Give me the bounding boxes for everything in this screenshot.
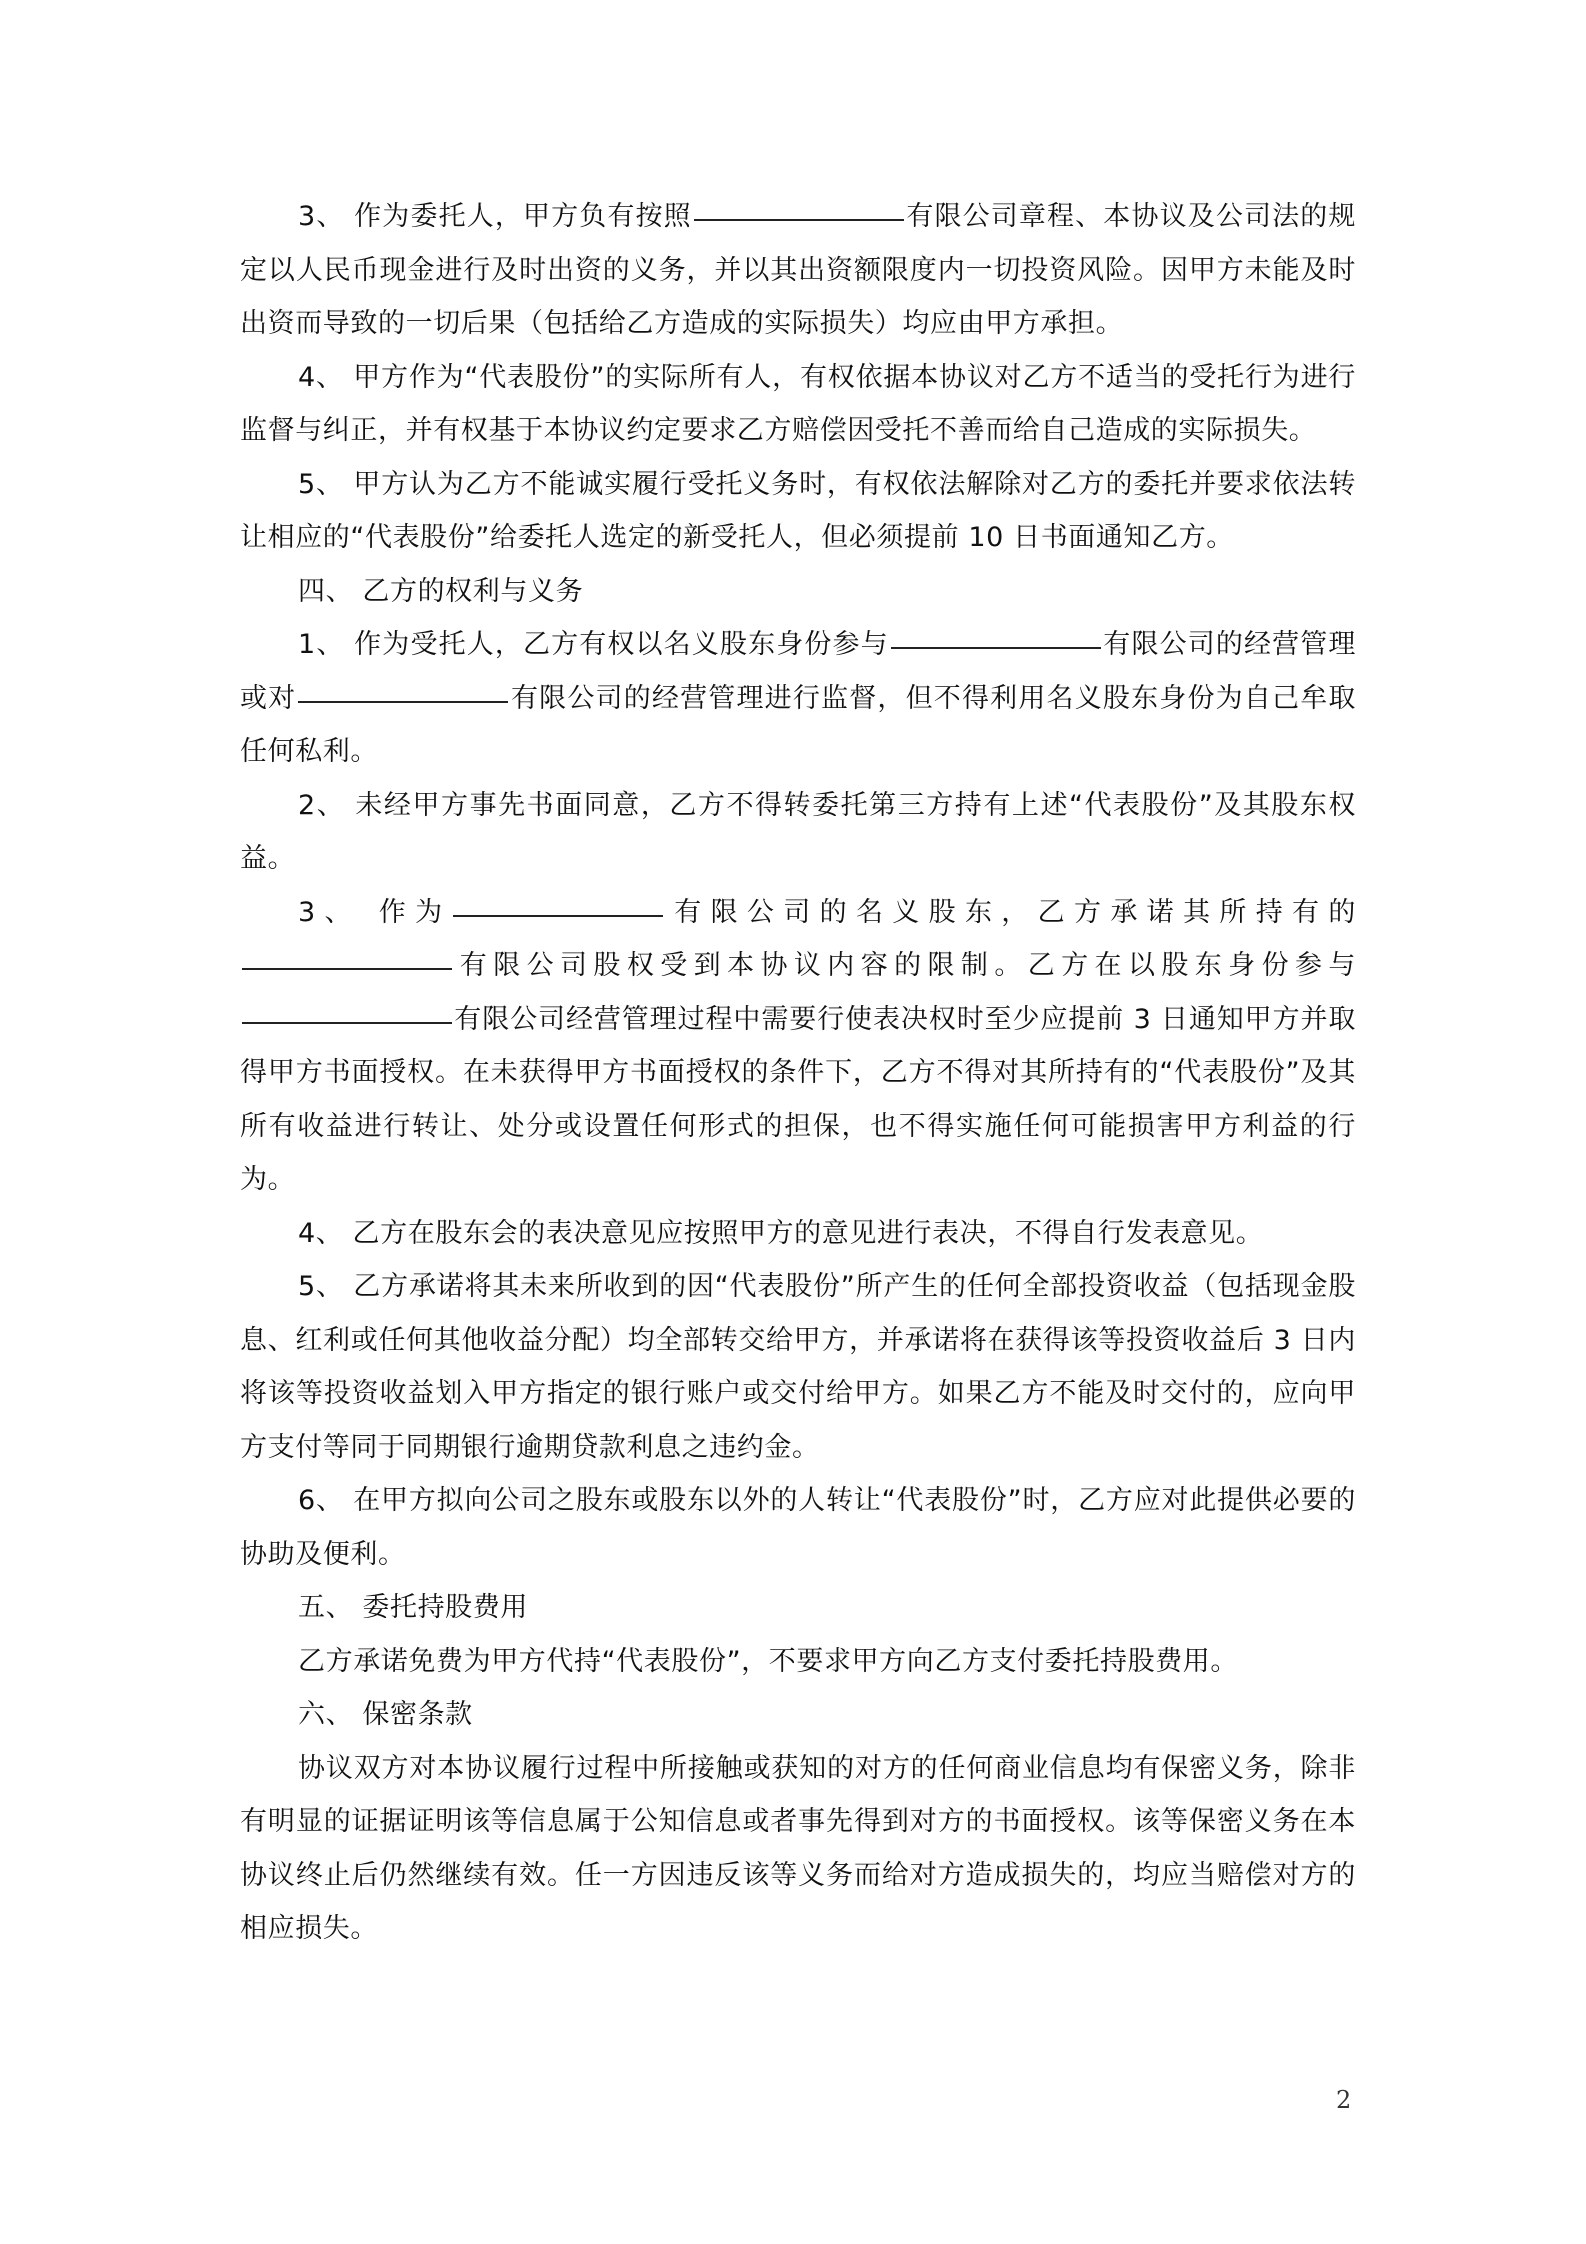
- clause-5: 乙方承诺免费为甲方代持“代表股份”，不要求甲方向乙方支付委托持股费用。: [298, 1645, 1238, 1677]
- blank-line: [453, 913, 663, 917]
- blank-line: [242, 966, 452, 970]
- clause-4-4: 4、 乙方在股东会的表决意见应按照甲方的意见进行表决，不得自行发表意见。: [298, 1217, 1264, 1249]
- clause-text: 有限公司股权受到本协议内容的限制。乙方在以股东身份参与: [454, 950, 1356, 981]
- clause-text: 3、 作为: [298, 896, 452, 928]
- blank-line: [298, 699, 508, 703]
- clause-text: 1、 作为受托人，乙方有权以名义股东身份参与: [298, 629, 889, 660]
- section-heading-6: 六、 保密条款: [298, 1699, 473, 1730]
- clause-4-2: 2、 未经甲方事先书面同意，乙方不得转委托第三方持有上述“代表股份”及其股东权益。: [240, 789, 1356, 874]
- blank-line: [694, 217, 904, 221]
- section-heading-5: 五、 委托持股费用: [298, 1592, 528, 1623]
- clause-6: 协议双方对本协议履行过程中所接触或获知的对方的任何商业信息均有保密义务，除非有明显的证据证明该等信息属于公知信息或者事先得到对方的书面授权。该等保密义务在本协议终止后仍然继续有效。任一方因违反该等义务而给对方造成损失的，均应当赔偿对方的相应损失。: [240, 1752, 1356, 1944]
- clause-text: 有限公司经营管理过程中需要行使表决权时至少应提前 3 日通知甲方并取得甲方书面授权。在未获得甲方书面授权的条件下，乙方不得对其所持有的“代表股份”及其所有收益进行转让、处分或设置任何形式的担保，也不得实施任何可能损害甲方利益的行为。: [240, 1003, 1356, 1195]
- clause-text: 3、 作为委托人，甲方负有按照: [298, 201, 692, 232]
- clause-4-3: [240, 886, 1356, 1207]
- blank-line: [891, 645, 1101, 649]
- clause-3-1: [240, 190, 1356, 351]
- clause-4-5: 5、 乙方承诺将其未来所收到的因“代表股份”所产生的任何全部投资收益（包括现金股息、红利或任何其他收益分配）均全部转交给甲方，并承诺将在获得该等投资收益后 3 日内将该等投资收益划入甲方指定的银行账户或交付给甲方。如果乙方不能及时交付的，应向甲方支付等同于同期银行逾期贷款利息之违约金。: [240, 1271, 1356, 1463]
- clause-text: 有限公司的经营管理进行监督，但不得利用名义股东身份为自己牟取任何私利。: [240, 682, 1356, 767]
- clause-3-2: 4、 甲方作为“代表股份”的实际所有人，有权依据本协议对乙方不适当的受托行为进行监督与纠正，并有权基于本协议约定要求乙方赔偿因受托不善而给自己造成的实际损失。: [240, 361, 1356, 446]
- clause-4-1: [240, 618, 1356, 779]
- document-body: [240, 190, 1356, 1956]
- clause-text: 有限公司的名义股东，乙方承诺其所持有的: [665, 896, 1356, 928]
- clause-4-6: 6、 在甲方拟向公司之股东或股东以外的人转让“代表股份”时，乙方应对此提供必要的协助及便利。: [240, 1485, 1356, 1570]
- clause-3-3: 5、 甲方认为乙方不能诚实履行受托义务时，有权依法解除对乙方的委托并要求依法转让相应的“代表股份”给委托人选定的新受托人，但必须提前 10 日书面通知乙方。: [240, 468, 1356, 553]
- section-heading-4: 四、 乙方的权利与义务: [298, 575, 584, 607]
- blank-line: [242, 1020, 452, 1024]
- clause-text: 有限公司章程、本协议及公司法的规定以人民币现金进行及时出资的义务，并以其出资额限度内一切投资风险。因甲方未能及时出资而导致的一切后果（包括给乙方造成的实际损失）均应由甲方承担。: [240, 201, 1356, 339]
- clause-text: 有限公司的经营管理或对: [240, 629, 1356, 714]
- page-number: 2: [1336, 2086, 1352, 2114]
